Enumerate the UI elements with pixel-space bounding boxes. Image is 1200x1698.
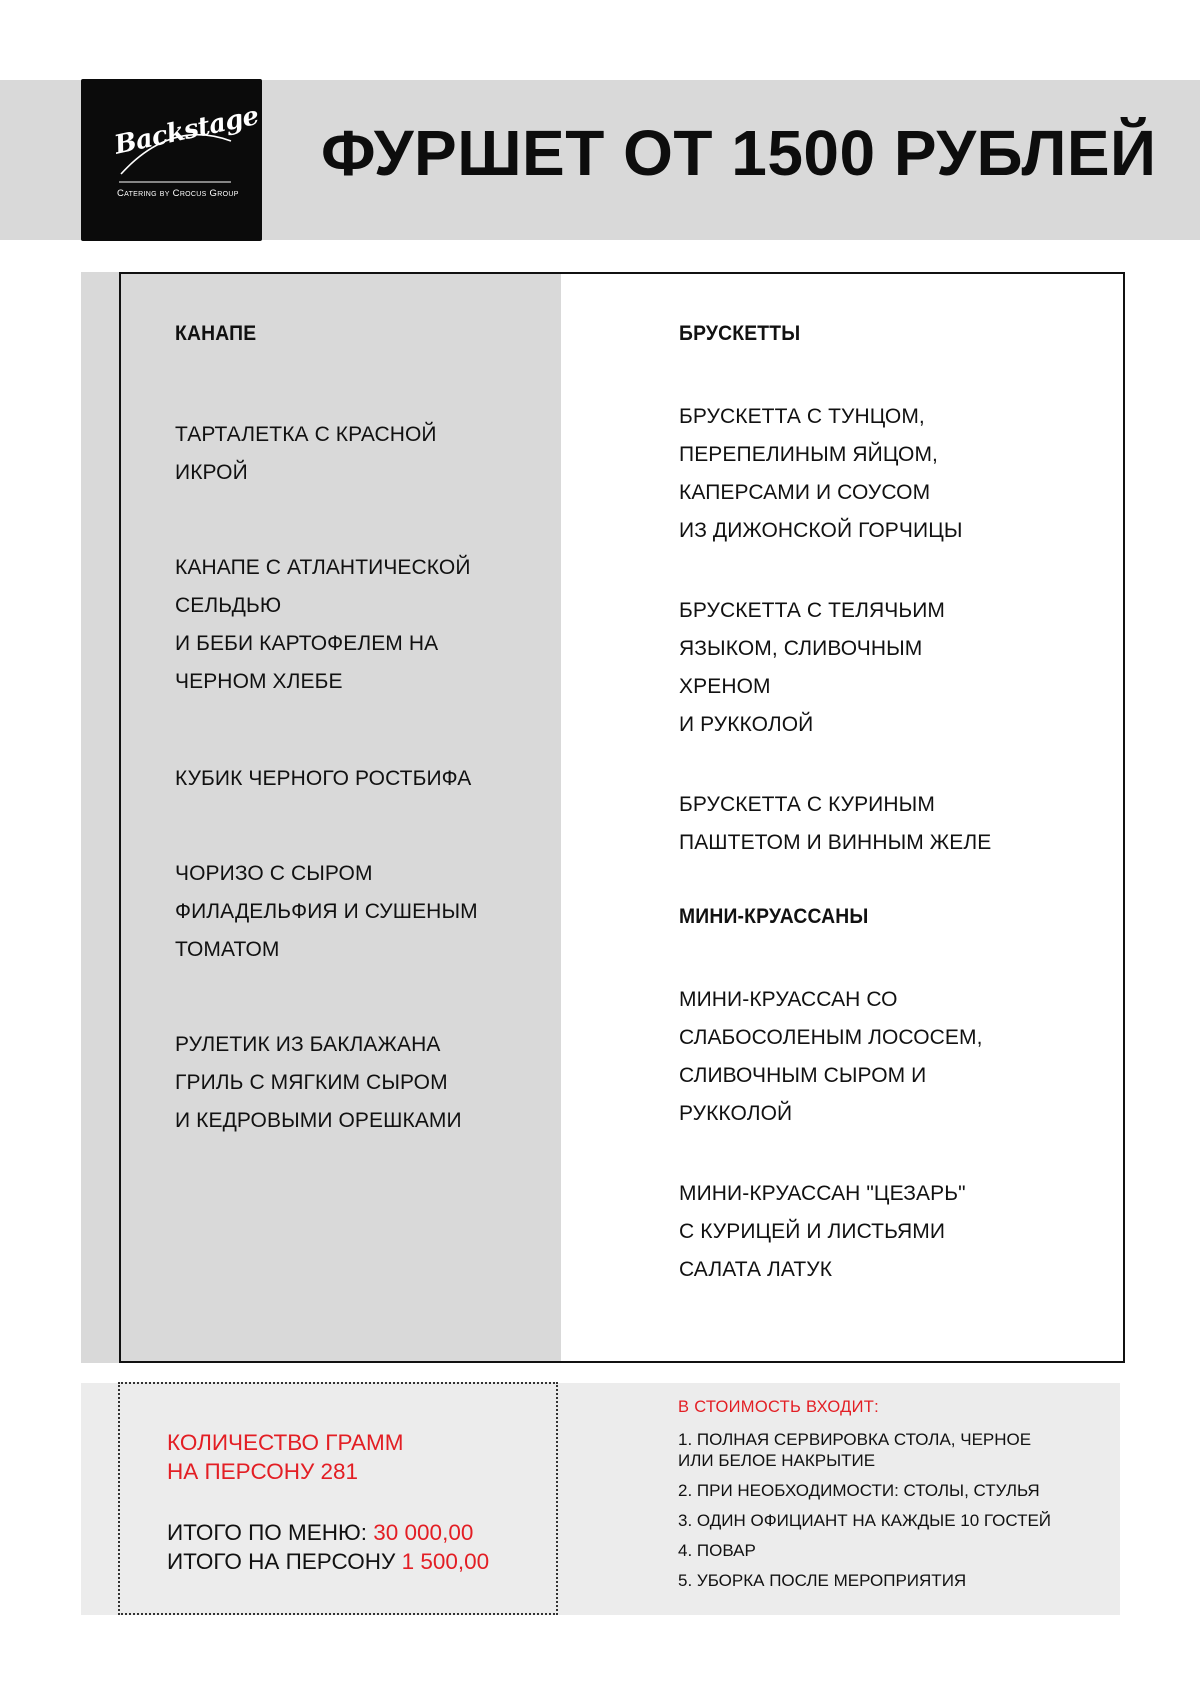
menu-item: МИНИ-КРУАССАН СО СЛАБОСОЛЕНЫМ ЛОСОСЕМ, СЛИВОЧНЫМ СЫРОМ И РУККОЛОЙ bbox=[679, 988, 983, 1125]
total-menu-value: 30 000,00 bbox=[373, 1520, 474, 1545]
included-item: 5. УБОРКА ПОСЛЕ МЕРОПРИЯТИЯ bbox=[678, 1571, 967, 1590]
total-person-value: 1 500,00 bbox=[401, 1549, 490, 1574]
included-item: 2. ПРИ НЕОБХОДИМОСТИ: СТОЛЫ, СТУЛЬЯ bbox=[678, 1481, 1040, 1500]
menu-left-strip bbox=[81, 272, 121, 1363]
included-list bbox=[678, 1398, 1118, 1600]
section-heading-bruschetta: БРУСКЕТТЫ bbox=[679, 322, 801, 345]
section-heading-croissants: МИНИ-КРУАССАНЫ bbox=[679, 905, 869, 928]
menu-item: ТАРТАЛЕТКА С КРАСНОЙ ИКРОЙ bbox=[175, 423, 437, 484]
menu-item: ЧОРИЗО С СЫРОМ ФИЛАДЕЛЬФИЯ И СУШЕНЫМ ТОМАТОМ bbox=[175, 862, 478, 961]
total-per-person bbox=[167, 1547, 489, 1576]
menu-item: БРУСКЕТТА С ТУНЦОМ, ПЕРЕПЕЛИНЫМ ЯЙЦОМ, КАПЕРСАМИ И СОУСОМ ИЗ ДИЖОНСКОЙ ГОРЧИЦЫ bbox=[679, 405, 963, 542]
logo-swash-icon bbox=[81, 79, 262, 241]
included-item: 1. ПОЛНАЯ СЕРВИРОВКА СТОЛА, ЧЕРНОЕ ИЛИ БЕЛОЕ НАКРЫТИЕ bbox=[678, 1430, 1032, 1470]
menu-item: КАНАПЕ С АТЛАНТИЧЕСКОЙ СЕЛЬДЬЮ И БЕБИ КАРТОФЕЛЕМ НА ЧЕРНОМ ХЛЕБЕ bbox=[175, 556, 471, 693]
brand-logo bbox=[81, 79, 262, 241]
logo-wordmark: Backstage bbox=[111, 100, 262, 161]
grams-per-person: КОЛИЧЕСТВО ГРАММ НА ПЕРСОНУ 281 bbox=[167, 1430, 404, 1484]
menu-item: РУЛЕТИК ИЗ БАКЛАЖАНА ГРИЛЬ С МЯГКИМ СЫРОМ И КЕДРОВЫМИ ОРЕШКАМИ bbox=[175, 1033, 462, 1132]
menu-item: БРУСКЕТТА С КУРИНЫМ ПАШТЕТОМ И ВИННЫМ ЖЕЛЕ bbox=[679, 793, 992, 854]
menu-panel bbox=[119, 272, 1125, 1363]
included-title: В СТОИМОСТЬ ВХОДИТ: bbox=[678, 1398, 880, 1416]
menu-item: КУБИК ЧЕРНОГО РОСТБИФА bbox=[175, 767, 472, 790]
total-person-label: ИТОГО НА ПЕРСОНУ bbox=[167, 1549, 402, 1574]
menu-item: БРУСКЕТТА С ТЕЛЯЧЬИМ ЯЗЫКОМ, СЛИВОЧНЫМ ХРЕНОМ И РУККОЛОЙ bbox=[679, 599, 946, 736]
included-item: 4. ПОВАР bbox=[678, 1541, 756, 1560]
totals-box bbox=[118, 1382, 558, 1615]
page-title: ФУРШЕТ ОТ 1500 РУБЛЕЙ bbox=[321, 117, 1157, 189]
logo-tagline: Catering by Crocus Group bbox=[117, 188, 239, 199]
total-menu-label: ИТОГО ПО МЕНЮ: bbox=[167, 1520, 374, 1545]
section-heading-canape: КАНАПЕ bbox=[175, 322, 257, 345]
total-menu bbox=[167, 1518, 473, 1547]
menu-item: МИНИ-КРУАССАН "ЦЕЗАРЬ" С КУРИЦЕЙ И ЛИСТЬЯМИ САЛАТА ЛАТУК bbox=[679, 1182, 966, 1281]
included-item: 3. ОДИН ОФИЦИАНТ НА КАЖДЫЕ 10 ГОСТЕЙ bbox=[678, 1511, 1052, 1530]
